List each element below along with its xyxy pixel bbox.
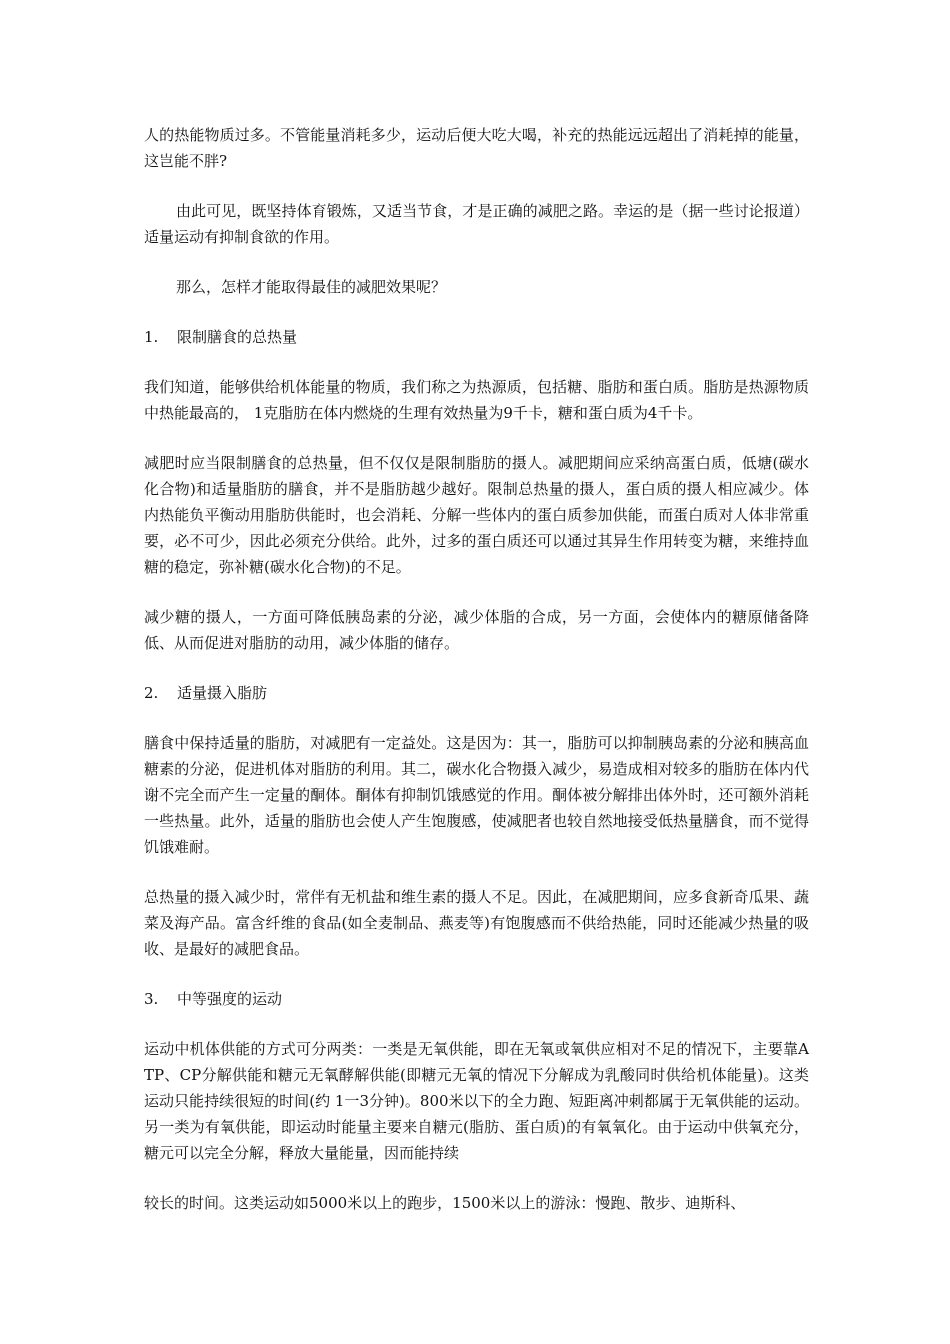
section-heading-2 [144,680,809,706]
section-title: 中等强度的运动 [177,990,283,1008]
section-number: 3. [144,990,159,1008]
paragraph-section3-1: 运动中机体供能的方式可分两类：一类是无氧供能，即在无氧或氧供应相对不足的情况下，主要靠ATP、CP分解供能和糖元无氧酵解供能(即糖元无氧的情况下分解成为乳酸同时供给机体能量)。这类运动只能持续很短的时间(约 1一3分钟)。800米以下的全力跑、短距离冲刺都属于无氧供能的运动。另一类为有氧供能，即运动时能量主要来自糖元(脂肪、蛋白质)的有氧氧化。由于运动中供氧充分，糖元可以完全分解，释放大量能量，因而能持续 [144,1040,809,1162]
paragraph-section1-3: 减少糖的摄人，一方面可降低胰岛素的分泌，减少体脂的合成，另一方面，会使体内的糖原储备降低、从而促进对脂肪的动用，减少体脂的储存。 [144,608,809,652]
paragraph-section1-1: 我们知道，能够供给机体能量的物质，我们称之为热源质，包括糖、脂肪和蛋白质。脂肪是热源物质中热能最高的， 1克脂肪在体内燃烧的生理有效热量为9千卡，糖和蛋白质为4千卡。 [144,378,809,422]
paragraph-conclusion: 由此可见，既坚持体育锻炼，又适当节食，才是正确的减肥之路。幸运的是（据一些讨论报道）适量运动有抑制食欲的作用。 [144,202,809,246]
section-title: 限制膳食的总热量 [177,328,298,346]
paragraph-section2-2: 总热量的摄入减少时，常伴有无机盐和维生素的摄人不足。因此，在减肥期间，应多食新奇瓜果、蔬菜及海产品。富含纤维的食品(如全麦制品、燕麦等)有饱腹感而不供给热能，同时还能减少热量的吸收、是最好的减肥食品。 [144,888,809,958]
section-heading-3 [144,986,809,1012]
paragraph-section2-1: 膳食中保持适量的脂肪，对减肥有一定益处。这是因为：其一，脂肪可以抑制胰岛素的分泌和胰高血糖素的分泌，促进机体对脂肪的利用。其二，碳水化合物摄入减少，易造成相对较多的脂肪在体内代谢不完全而产生一定量的酮体。酮体有抑制饥饿感觉的作用。酮体被分解排出体外时，还可额外消耗一些热量。此外，适量的脂肪也会使人产生饱腹感，使减肥者也较自然地接受低热量膳食，而不觉得饥饿难耐。 [144,734,809,856]
paragraph-section1-2: 减肥时应当限制膳食的总热量，但不仅仅是限制脂肪的摄人。减肥期间应采纳高蛋白质，低塘(碳水化合物)和适量脂肪的膳食，并不是脂肪越少越好。限制总热量的摄人，蛋白质的摄人相应减少。体内热能负平衡动用脂肪供能时，也会消耗、分解一些体内的蛋白质参加供能，而蛋白质对人体非常重要，必不可少，因此必须充分供给。此外，过多的蛋白质还可以通过其异生作用转变为糖，来维持血糖的稳定，弥补糖(碳水化合物)的不足。 [144,454,809,576]
section-number: 1. [144,328,159,346]
section-number: 2. [144,684,159,702]
section-heading-1 [144,324,809,350]
paragraph-intro: 人的热能物质过多。不管能量消耗多少，运动后便大吃大喝，补充的热能远远超出了消耗掉的能量，这岂能不胖? [144,126,809,170]
document-body [144,122,809,1240]
paragraph-question: 那么，怎样才能取得最佳的减肥效果呢？ [176,278,447,296]
paragraph-section3-2: 较长的时间。这类运动如5000米以上的跑步，1500米以上的游泳：慢跑、散步、迪斯科、 [144,1194,746,1212]
section-title: 适量摄入脂肪 [177,684,268,702]
